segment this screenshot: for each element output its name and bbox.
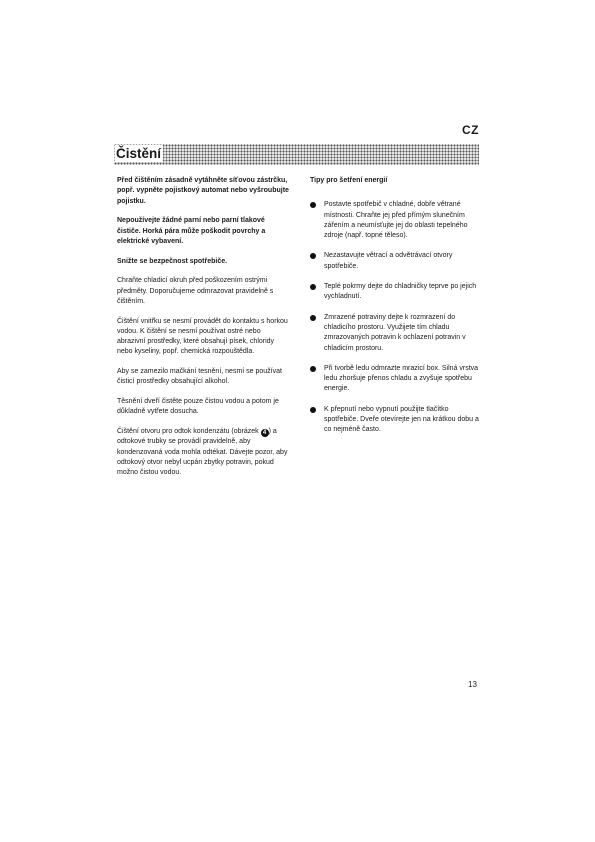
tips-heading: Tipy pro šetření energií — [310, 177, 388, 184]
left-column — [117, 176, 289, 488]
tip-item — [310, 200, 480, 241]
right-column — [310, 176, 480, 446]
warning-paragraph: Nepoužívejte žádné parní nebo parní tlakové čističe. Horká pára může poškodit povrchy a elektrické vybavení. — [117, 217, 266, 245]
bullet-icon — [310, 366, 316, 372]
note-paragraph: Snižte se bezpečnost spotřebiče. — [117, 257, 228, 265]
section-title: Čistění — [116, 146, 162, 161]
tip-item — [310, 364, 480, 395]
page-number: 13 — [468, 680, 477, 689]
tip-text: Postavte spotřebič v chladné, dobře větrané místnosti. Chraňte jej před přímým slunečním zářením a neumísťujte jej do oblasti tepelného zdroje (např. topné těleso). — [324, 201, 468, 240]
body-paragraph — [117, 427, 289, 478]
language-code: CZ — [462, 123, 479, 137]
body-paragraph: Těsnění dveří čistěte pouze čistou vodou a potom je důkladně vytřete dosucha. — [117, 398, 279, 416]
bullet-icon — [310, 315, 316, 321]
tip-item — [310, 282, 480, 303]
tip-text: Při tvorbě ledu odmrazte mrazicí box. Silná vrstva ledu zhoršuje přenos chladu a zvyšuje spotřebu energie. — [324, 364, 479, 393]
body-paragraph: Aby se zamezilo mačkání tesnění, nesmí se používat čisticí prostředky obsahující alkohol. — [117, 368, 282, 386]
paragraph-text: ) a odtokové trubky se provádí pravidelně, aby kondenzovaná voda mohla odtékat. Dávejte pozor, aby odtokový otvor nebyl ucpán zbytky potravin, pokud možno čistou vodou. — [117, 428, 288, 477]
bullet-icon — [310, 407, 316, 413]
bullet-icon — [310, 253, 316, 259]
title-pattern-bar — [114, 144, 479, 165]
body-paragraph: Čištění vnitřku se nesmí provádět do kontaktu s horkou vodou. K čištění se nesmí používat ostré nebo abrazivní prostředky, které obsahují písek, chloridy nebo kyseliny, popř. chemická rozpouštědla. — [117, 317, 288, 356]
tip-text: Zmrazené potraviny dejte k rozmrazení do chladicího prostoru. Využijete tím chladu zmrazovaných potravin k ochlazení potravin v chladicím prostoru. — [324, 313, 466, 352]
warning-paragraph: Před čištěním zásadně vytáhněte síťovou zástrčku, popř. vypněte pojistkový automat nebo vyšroubujte pojistku. — [117, 177, 289, 205]
tip-text: Nezastavujte větrací a odvětrávací otvory spotřebiče. — [324, 252, 453, 270]
tip-item — [310, 251, 480, 272]
tips-list — [310, 200, 480, 435]
paragraph-text: Čištění otvoru pro odtok kondenzátu (obrázek — [117, 428, 261, 436]
tip-item — [310, 405, 480, 436]
bullet-icon — [310, 202, 316, 208]
body-paragraph: Chraňte chladicí okruh před poškozením ostrými předměty. Doporučujeme odmrazovat pravidelně s čištěním. — [117, 277, 274, 305]
tip-text: K přepnutí nebo vypnutí použijte tlačítko spotřebiče. Dveře otevírejte jen na krátkou dobu a co nejméně často. — [324, 405, 479, 434]
tip-text: Teplé pokrmy dejte do chladničky teprve po jejich vychladnutí. — [324, 283, 477, 301]
bullet-icon — [310, 284, 316, 290]
figure-number-badge: 4 — [261, 429, 269, 437]
tip-item — [310, 313, 480, 354]
